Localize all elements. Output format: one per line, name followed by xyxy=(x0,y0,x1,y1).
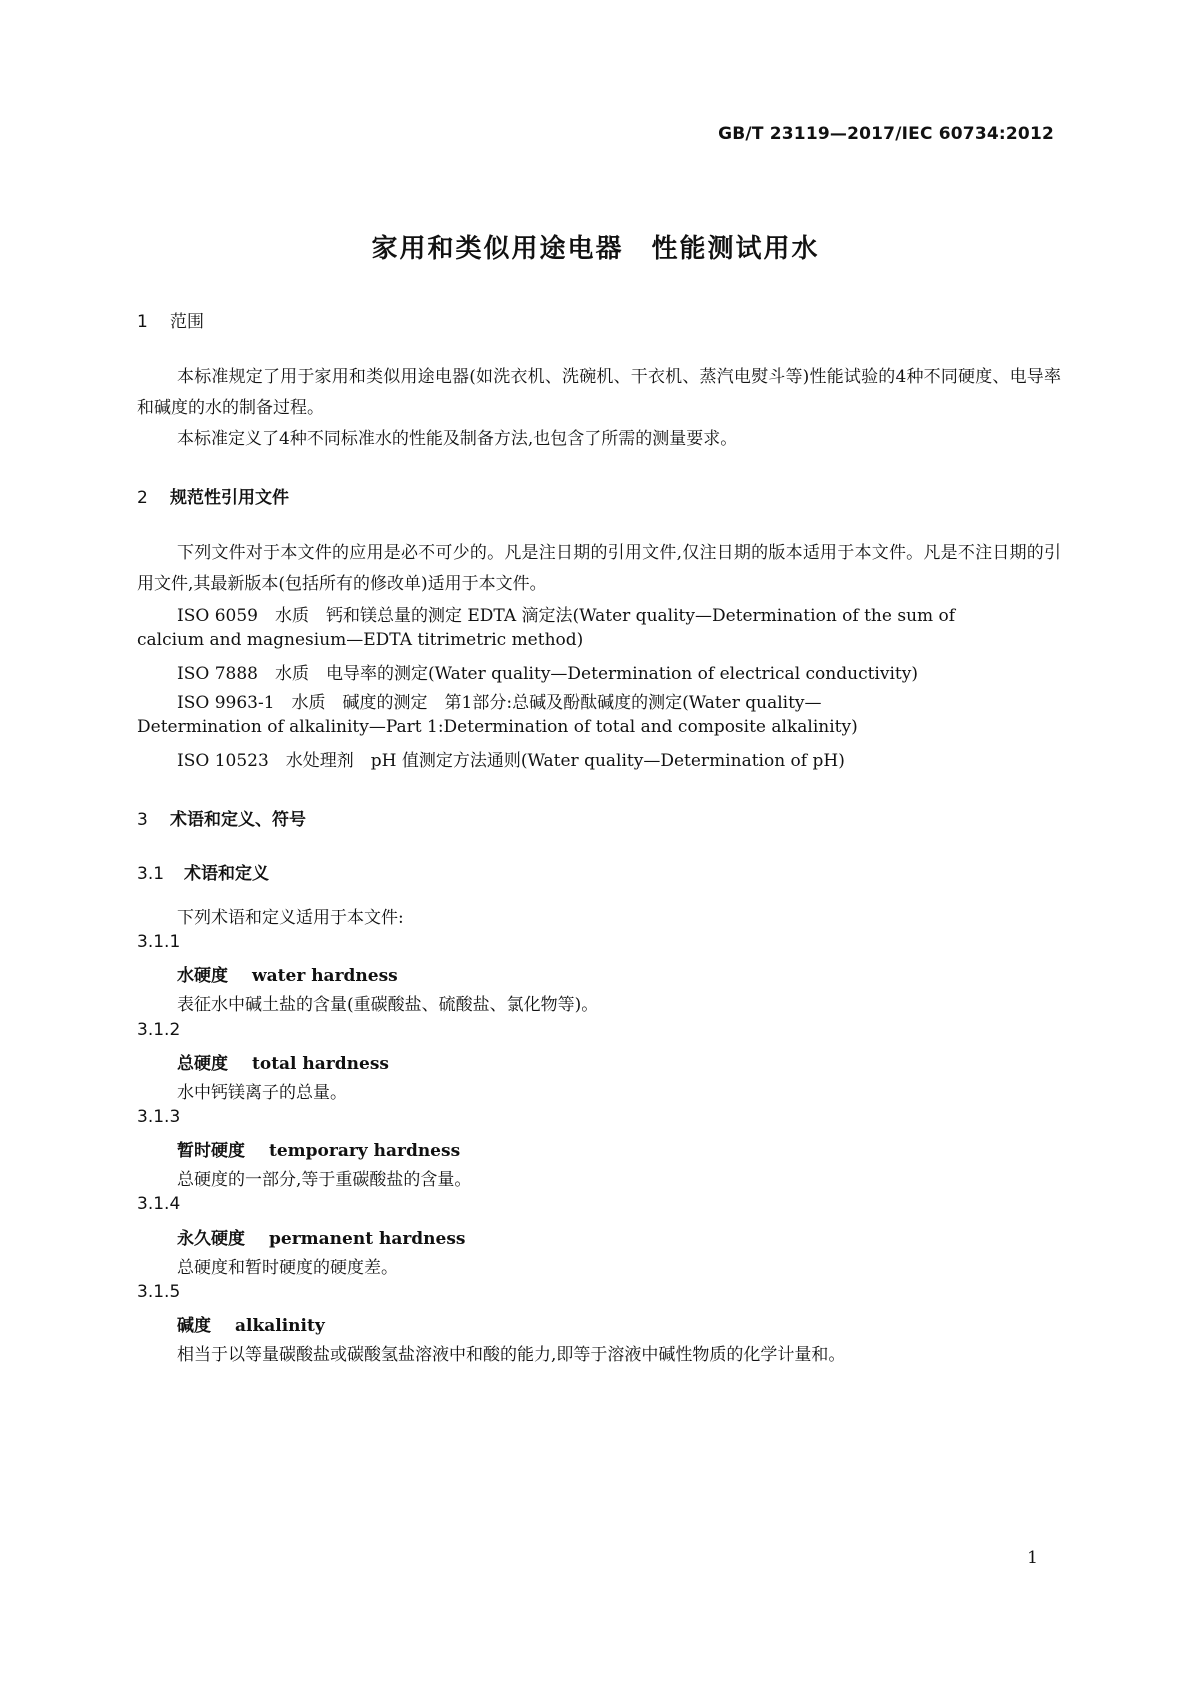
reference-item-continued: calcium and magnesium—EDTA titrimetric method) xyxy=(137,630,584,650)
term-heading xyxy=(177,961,398,986)
document-code: GB/T 23119—2017/IEC 60734:2012 xyxy=(718,124,1054,144)
section-1-heading xyxy=(137,307,204,332)
section-3-heading xyxy=(137,805,306,830)
term-heading xyxy=(177,1311,325,1336)
section-number: 3 xyxy=(137,810,148,830)
term-zh: 暂时硬度 xyxy=(177,1141,245,1161)
section-number: 1 xyxy=(137,312,148,332)
term-heading xyxy=(177,1136,460,1161)
term-definition: 总硬度的一部分,等于重碳酸盐的含量。 xyxy=(177,1170,472,1190)
section-2-heading xyxy=(137,483,289,508)
term-number: 3.1.1 xyxy=(137,932,181,952)
term-number: 3.1.3 xyxy=(137,1107,181,1127)
reference-item: ISO 6059 水质 钙和镁总量的测定 EDTA 滴定法(Water quality—Determination of the sum of xyxy=(177,606,956,626)
term-en: water hardness xyxy=(252,966,398,986)
term-zh: 总硬度 xyxy=(177,1054,228,1074)
term-en: total hardness xyxy=(252,1054,389,1074)
term-number: 3.1.2 xyxy=(137,1020,181,1040)
reference-item: ISO 10523 水处理剂 pH 值测定方法通则(Water quality—Determination of pH) xyxy=(177,751,845,771)
term-heading xyxy=(177,1049,389,1074)
reference-item: ISO 7888 水质 电导率的测定(Water quality—Determination of electrical conductivity) xyxy=(177,664,918,684)
term-zh: 永久硬度 xyxy=(177,1229,245,1249)
reference-item: ISO 9963-1 水质 碱度的测定 第1部分:总碱及酚酞碱度的测定(Water quality— xyxy=(177,693,822,713)
section-title: 规范性引用文件 xyxy=(170,488,289,508)
references-intro: 下列文件对于本文件的应用是必不可少的。凡是注日期的引用文件,仅注日期的版本适用于本文件。凡是不注日期的引用文件,其最新版本(包括所有的修改单)适用于本文件。 xyxy=(137,543,1061,594)
term-en: permanent hardness xyxy=(269,1229,466,1249)
term-heading xyxy=(177,1224,466,1249)
section-title: 范围 xyxy=(170,312,204,332)
section-title: 术语和定义、符号 xyxy=(170,810,306,830)
term-zh: 碱度 xyxy=(177,1316,211,1336)
terms-intro: 下列术语和定义适用于本文件: xyxy=(177,908,404,928)
term-number: 3.1.4 xyxy=(137,1194,181,1214)
scope-paragraph-2: 本标准定义了4种不同标准水的性能及制备方法,也包含了所需的测量要求。 xyxy=(177,429,738,449)
term-zh: 水硬度 xyxy=(177,966,228,986)
term-definition: 水中钙镁离子的总量。 xyxy=(177,1083,347,1103)
section-number: 2 xyxy=(137,488,148,508)
term-en: temporary hardness xyxy=(269,1141,461,1161)
subsection-number: 3.1 xyxy=(137,864,165,884)
scope-paragraph-1: 本标准规定了用于家用和类似用途电器(如洗衣机、洗碗机、干衣机、蒸汽电熨斗等)性能试验的4种不同硬度、电导率和碱度的水的制备过程。 xyxy=(137,367,1061,418)
term-definition: 相当于以等量碳酸盐或碳酸氢盐溶液中和酸的能力,即等于溶液中碱性物质的化学计量和。 xyxy=(177,1345,846,1365)
term-definition: 总硬度和暂时硬度的硬度差。 xyxy=(177,1258,398,1278)
reference-item-continued: Determination of alkalinity—Part 1:Determination of total and composite alkalinity) xyxy=(137,717,858,737)
subsection-3-1-heading xyxy=(137,859,269,884)
term-number: 3.1.5 xyxy=(137,1282,181,1302)
term-en: alkalinity xyxy=(235,1316,325,1336)
document-title: 家用和类似用途电器 性能测试用水 xyxy=(371,234,820,264)
term-definition: 表征水中碱土盐的含量(重碳酸盐、硫酸盐、氯化物等)。 xyxy=(177,995,599,1015)
subsection-title: 术语和定义 xyxy=(184,864,269,884)
page-number: 1 xyxy=(1027,1548,1038,1568)
